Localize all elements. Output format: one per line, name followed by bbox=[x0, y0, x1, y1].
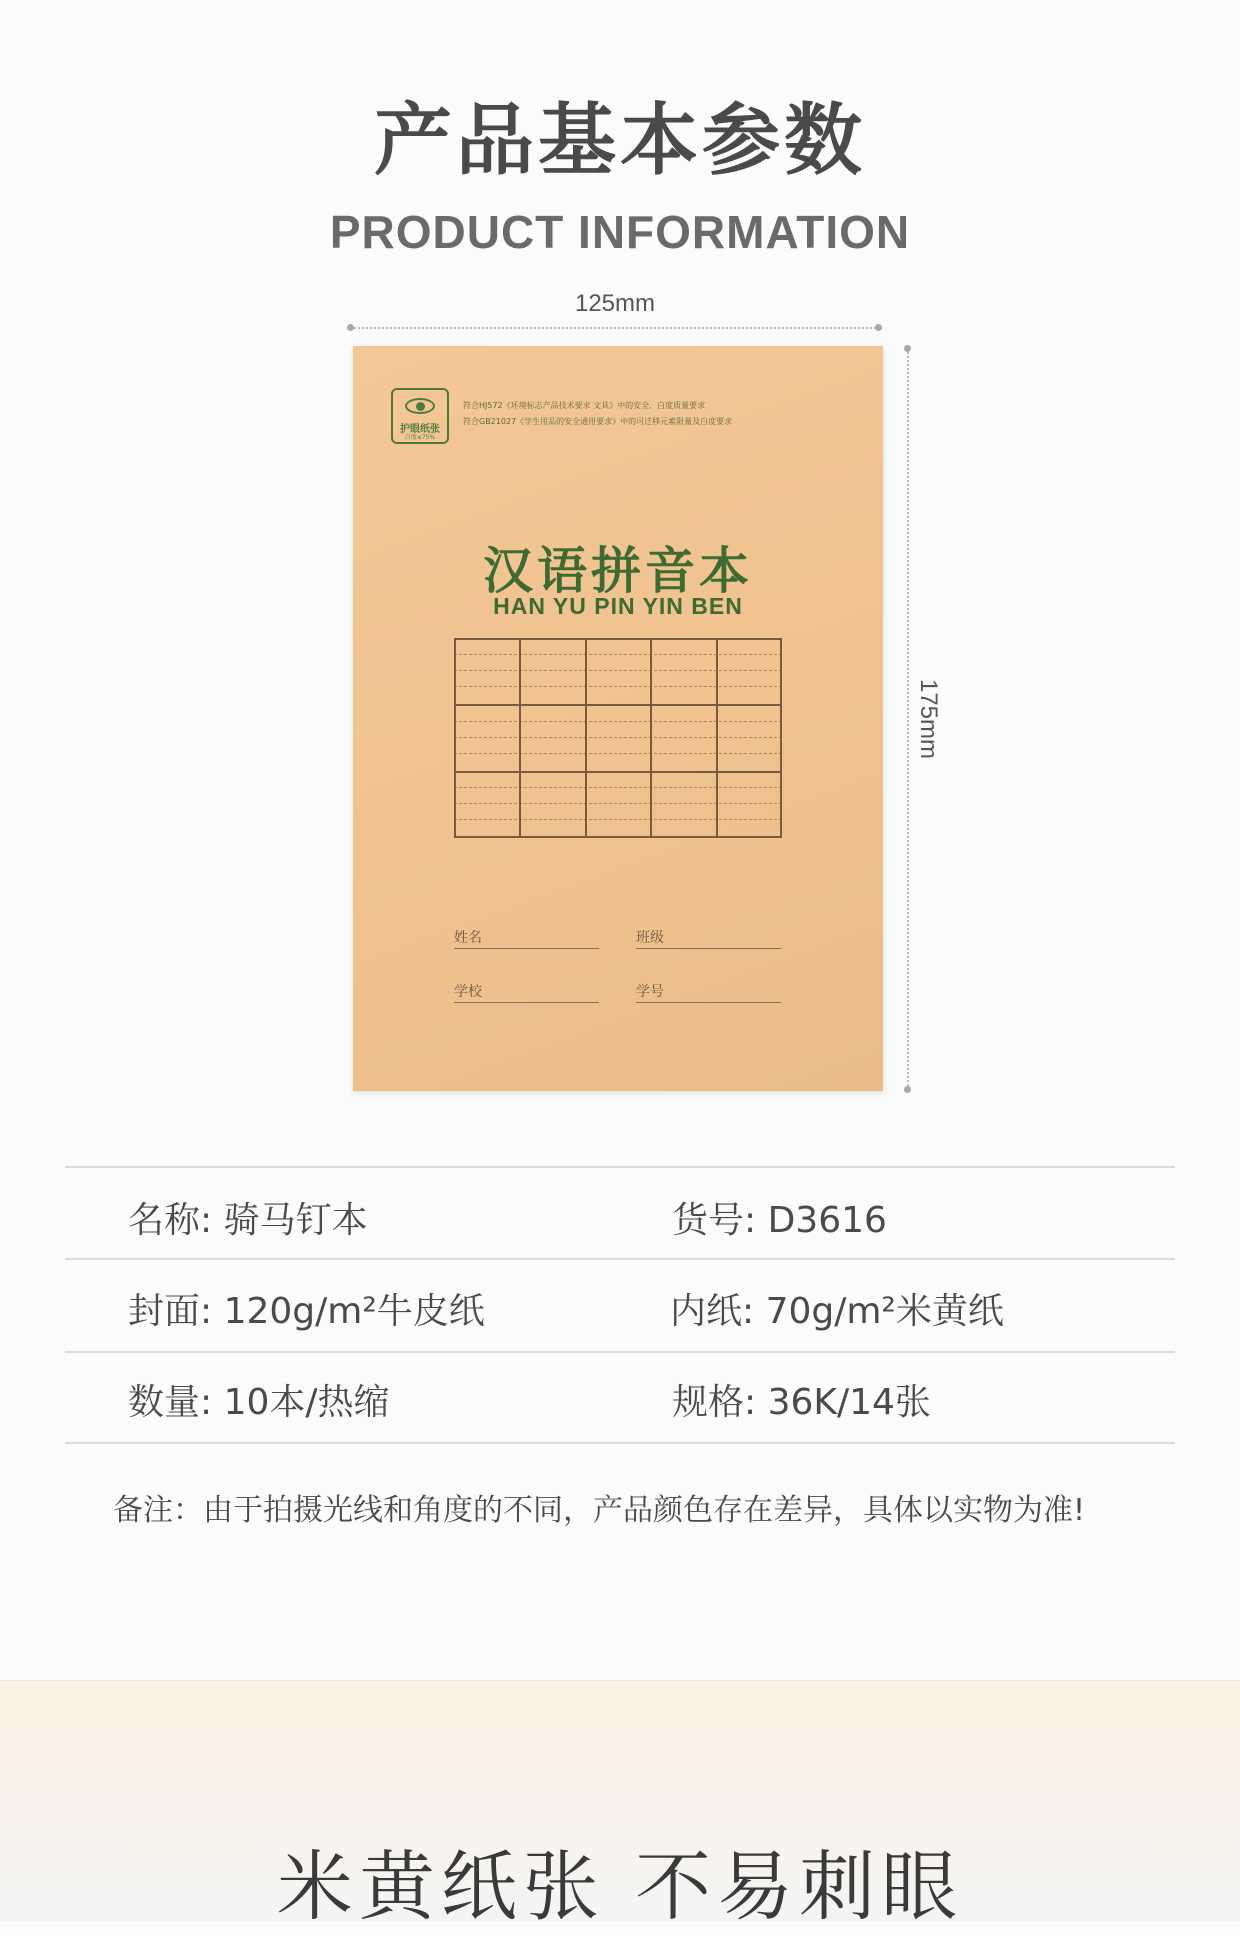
grid-pinyin-line bbox=[454, 803, 782, 804]
cover-subtitle: HAN YU PIN YIN BEN bbox=[493, 593, 743, 619]
page-title-cn: 产品基本参数 bbox=[373, 96, 866, 186]
table-rule-top bbox=[65, 1166, 1175, 1168]
field-number-label: 学号 bbox=[636, 984, 664, 1000]
height-dimension-line bbox=[907, 348, 909, 1090]
height-dimension-dot-bottom bbox=[904, 1086, 911, 1093]
grid-pinyin-line bbox=[454, 787, 782, 788]
field-class-line bbox=[636, 948, 781, 949]
grid-column-line bbox=[650, 638, 652, 838]
grid-column-line bbox=[716, 638, 718, 838]
grid-border-left bbox=[454, 638, 456, 838]
table-rule bbox=[65, 1351, 1175, 1353]
grid-column-line bbox=[519, 638, 521, 838]
grid-border-top bbox=[454, 638, 782, 640]
width-dimension-dot-left bbox=[347, 324, 354, 331]
bottom-banner-title: 米黄纸张 不易刺眼 bbox=[276, 1842, 964, 1931]
logo-subtext: 白度≤75% bbox=[404, 434, 436, 441]
field-name-label: 姓名 bbox=[454, 930, 482, 946]
field-school-line bbox=[454, 1002, 599, 1003]
page-title-en: PRODUCT INFORMATION bbox=[329, 206, 911, 258]
height-dimension-label: 175mm bbox=[915, 678, 942, 760]
field-number-line bbox=[636, 1002, 781, 1003]
param-item-number: 货号: D3616 bbox=[672, 1200, 887, 1241]
param-name: 名称: 骑马钉本 bbox=[128, 1200, 368, 1241]
grid-pinyin-line bbox=[454, 721, 782, 722]
notebook-cover bbox=[353, 346, 883, 1091]
grid-pinyin-line bbox=[454, 654, 782, 655]
field-class-label: 班级 bbox=[636, 930, 664, 946]
height-dimension-dot-top bbox=[904, 345, 911, 352]
param-cover: 封面: 120g/m²牛皮纸 bbox=[128, 1291, 485, 1332]
grid-row-line bbox=[454, 771, 782, 773]
certification-line-1: 符合HJ572《环境标志产品技术要求 文具》中的安全、白度质量要求 bbox=[463, 401, 706, 410]
param-spec: 规格: 36K/14张 bbox=[672, 1382, 931, 1423]
grid-border-right bbox=[780, 638, 782, 838]
certification-line-2: 符合GB21027《学生用品的安全通用要求》中的可迁移元素限量及白度要求 bbox=[463, 417, 733, 426]
param-quantity: 数量: 10本/热缩 bbox=[128, 1382, 390, 1423]
grid-pinyin-line bbox=[454, 686, 782, 687]
disclaimer-note: 备注：由于拍摄光线和角度的不同，产品颜色存在差异，具体以实物为准! bbox=[113, 1493, 1086, 1528]
eye-pupil-icon bbox=[416, 402, 425, 411]
field-school-label: 学校 bbox=[454, 984, 482, 1000]
param-inner-paper: 内纸: 70g/m²米黄纸 bbox=[670, 1291, 1004, 1332]
width-dimension-dot-right bbox=[875, 324, 882, 331]
table-rule bbox=[65, 1258, 1175, 1260]
logo-text: 护眼纸张 bbox=[400, 424, 440, 435]
grid-pinyin-line bbox=[454, 819, 782, 820]
pinyin-grid bbox=[454, 638, 782, 838]
eye-care-logo bbox=[391, 388, 449, 444]
grid-pinyin-line bbox=[454, 737, 782, 738]
table-rule-bottom bbox=[65, 1442, 1175, 1444]
grid-row-line bbox=[454, 704, 782, 706]
grid-pinyin-line bbox=[454, 670, 782, 671]
width-dimension-label: 125mm bbox=[574, 290, 656, 317]
grid-border-bottom bbox=[454, 836, 782, 838]
cover-title: 汉语拼音本 bbox=[483, 542, 753, 600]
grid-pinyin-line bbox=[454, 753, 782, 754]
grid-column-line bbox=[585, 638, 587, 838]
field-name-line bbox=[454, 948, 599, 949]
width-dimension-line bbox=[350, 327, 880, 329]
